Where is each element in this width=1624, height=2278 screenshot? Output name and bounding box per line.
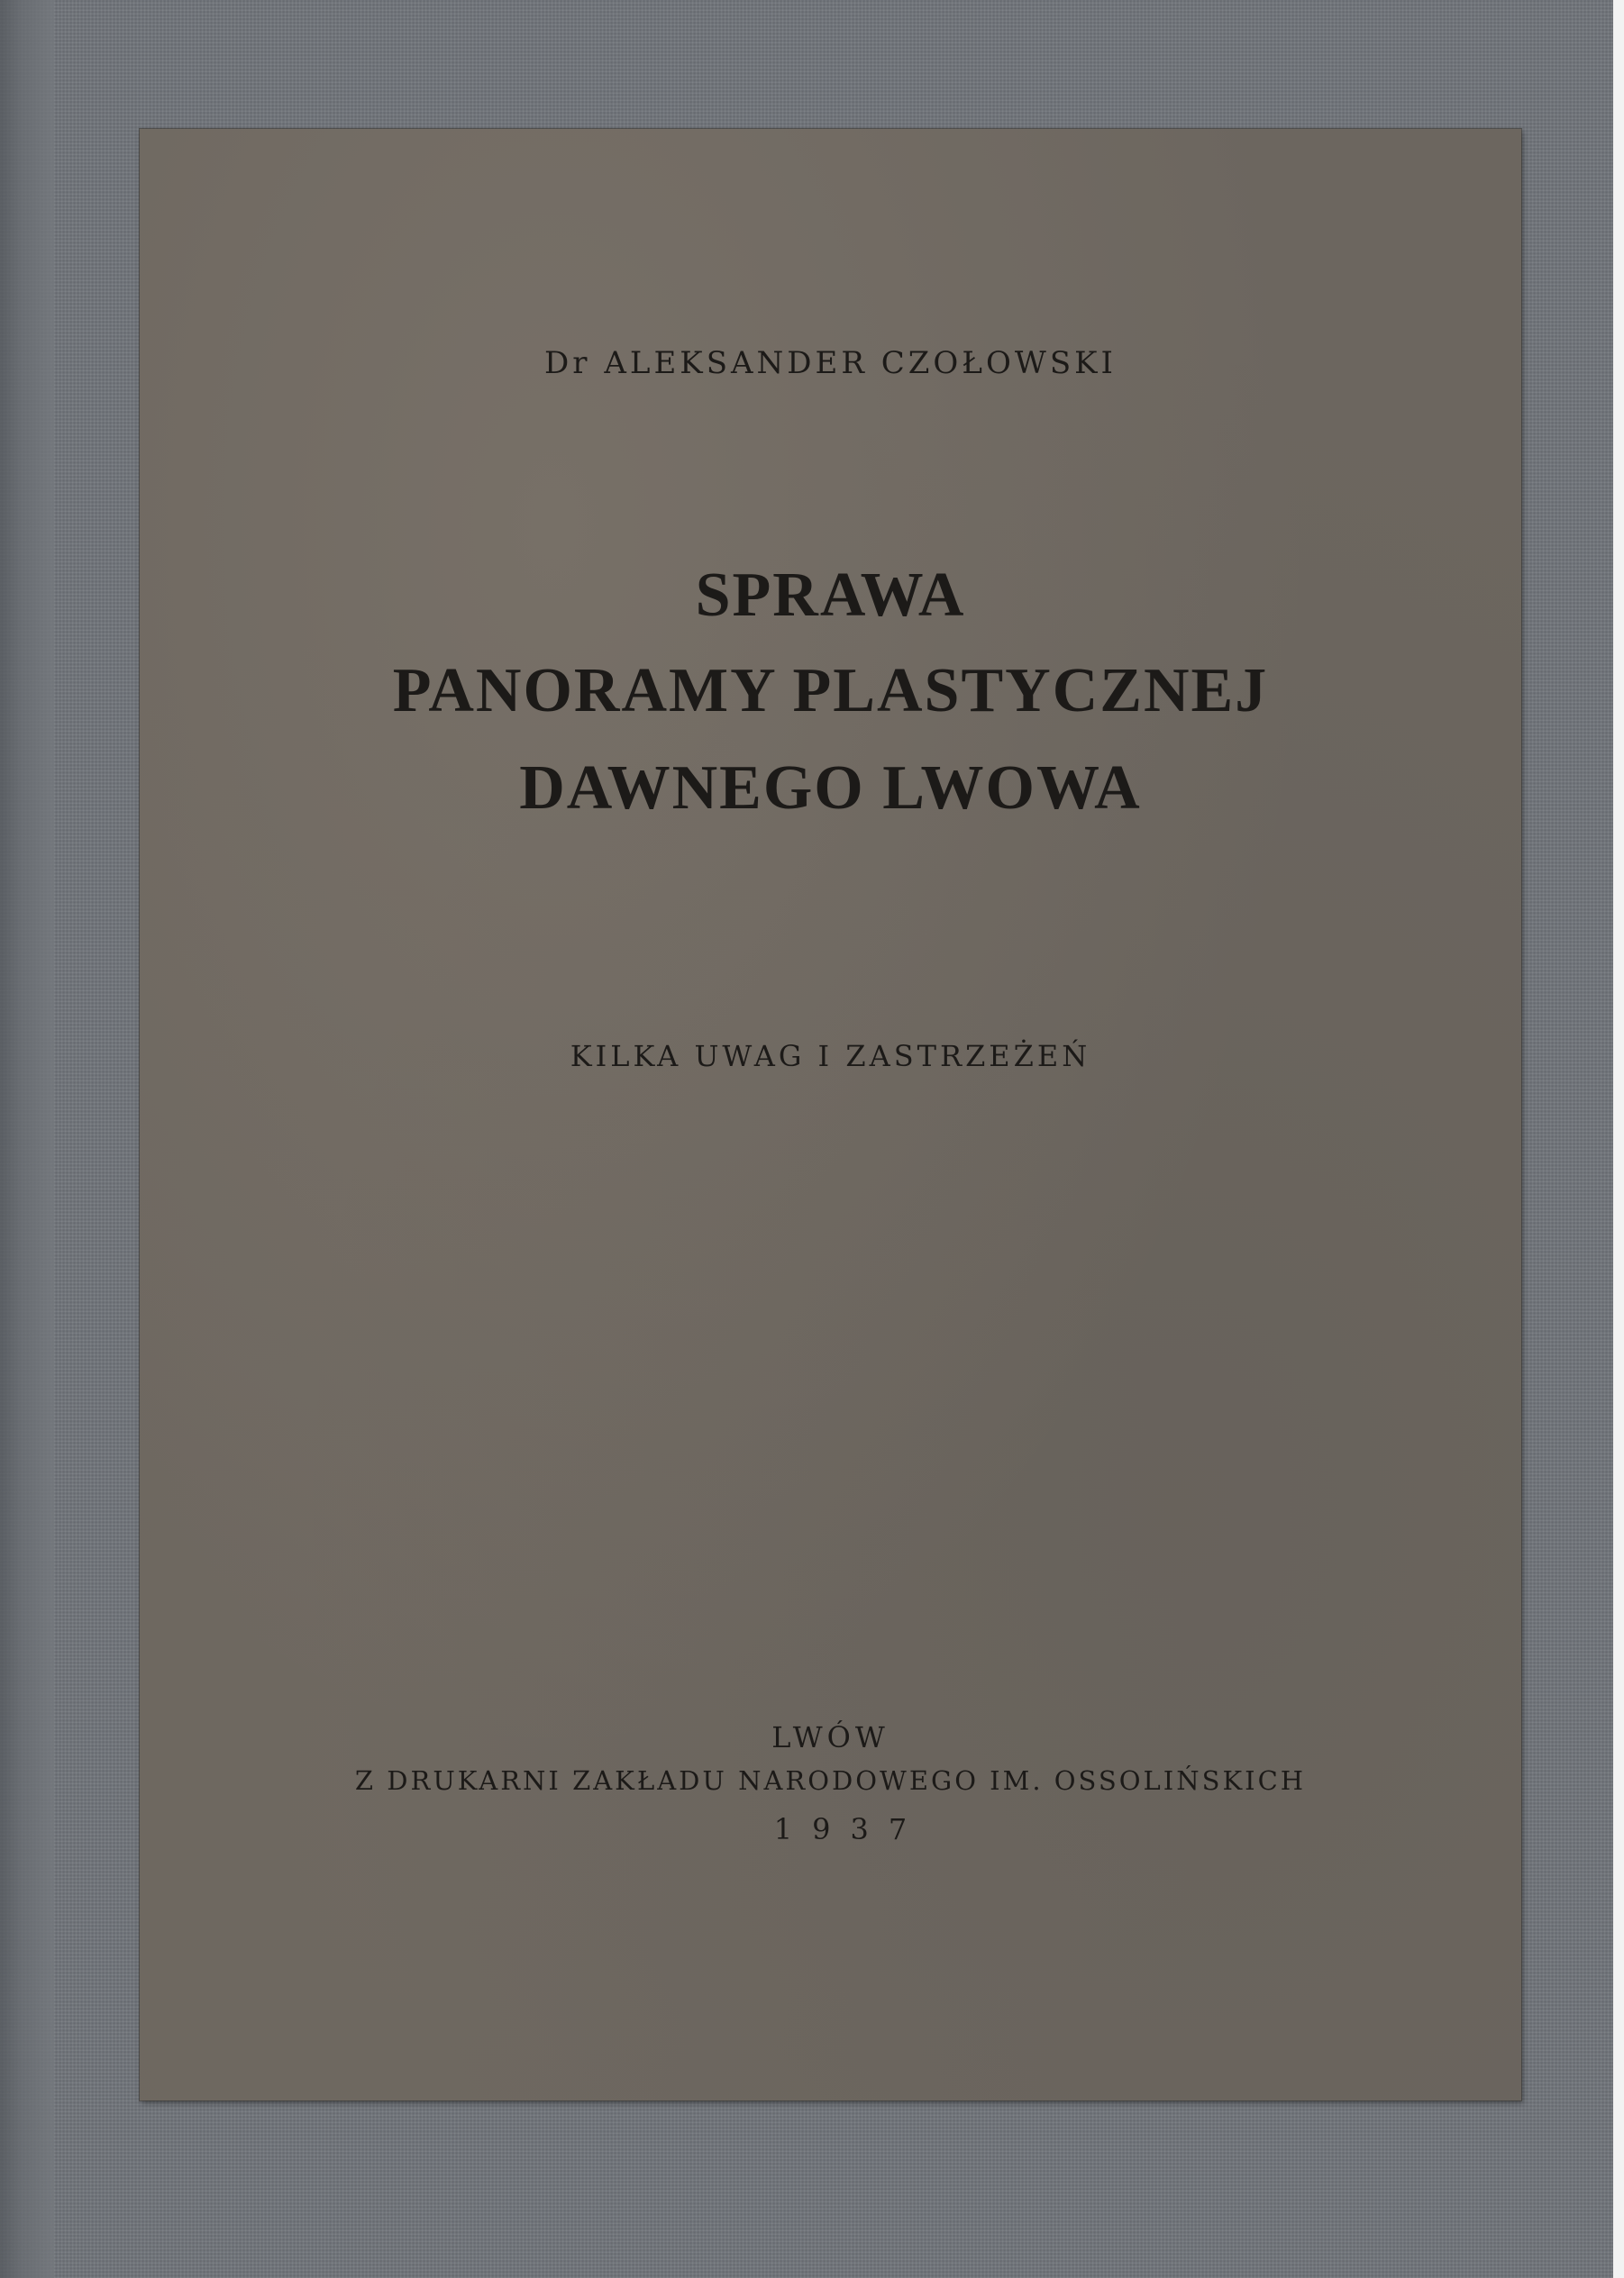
title-line-1: SPRAWA	[695, 560, 966, 630]
printer-line: Z DRUKARNI ZAKŁADU NARODOWEGO IM. OSSOLIŃSKICH	[354, 1765, 1307, 1796]
subtitle: KILKA UWAG I ZASTRZEŻEŃ	[570, 1039, 1091, 1073]
book-spine-edge	[0, 0, 54, 2278]
cover-label	[140, 129, 1521, 2100]
publication-year: 1937	[773, 1812, 927, 1846]
title-line-3: DAWNEGO LWOWA	[519, 753, 1142, 823]
author-name: Dr ALEKSANDER CZOŁOWSKI	[544, 345, 1117, 381]
page-edge	[1613, 0, 1624, 2278]
title-line-2: PANORAMY PLASTYCZNEJ	[392, 656, 1269, 725]
publication-place: LWÓW	[771, 1720, 890, 1754]
